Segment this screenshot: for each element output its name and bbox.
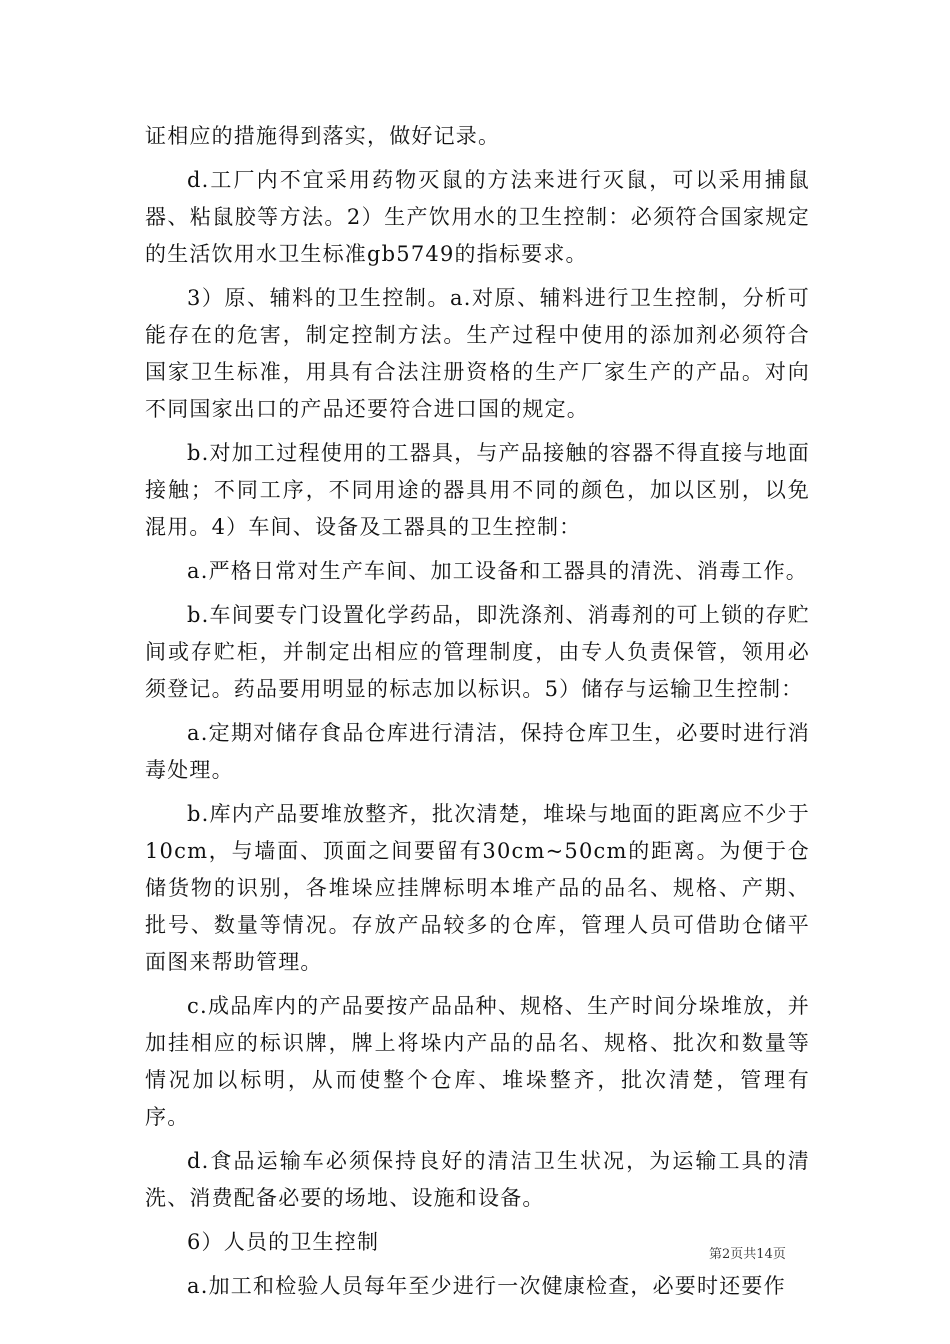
paragraph-health-check: a.加工和检验人员每年至少进行一次健康检查，必要时还要作: [187, 1274, 786, 1298]
paragraph-warehouse-cleaning: a.定期对储存食品仓库进行清洁，保持仓库卫生，必要时进行消毒处理。: [145, 721, 810, 782]
paragraph-chemicals: b.车间要专门设置化学药品，即洗涤剂、消毒剂的可上锁的存贮间或存贮柜，并制定出相应的管理制度，由专人负责保管，领用必须登记。药品要用明显的标志加以标识。5）储存与运输卫生控制：: [145, 603, 810, 701]
section-heading-personnel: 6）人员的卫生控制: [187, 1230, 380, 1254]
paragraph-rodent-control: d.工厂内不宜采用药物灭鼠的方法来进行灭鼠，可以采用捕鼠器、粘鼠胶等方法。2）生产饮用水的卫生控制：必须符合国家规定的生活饮用水卫生标准gb5749的指标要求。: [145, 168, 810, 266]
paragraph-cleaning: a.严格日常对生产车间、加工设备和工器具的清洗、消毒工作。: [187, 559, 808, 583]
paragraph-finished-goods: c.成品库内的产品要按产品品种、规格、生产时间分垛堆放，并加挂相应的标识牌，牌上将垛内产品的品名、规格、批次和数量等情况加以标明，从而使整个仓库、堆垛整齐，批次清楚，管理有序。: [145, 994, 810, 1129]
paragraph-continuation: 证相应的措施得到落实，做好记录。: [145, 124, 501, 148]
paragraph-raw-materials: 3）原、辅料的卫生控制。a.对原、辅料进行卫生控制，分析可能存在的危害，制定控制方法。生产过程中使用的添加剂必须符合国家卫生标准，用具有合法注册资格的生产厂家生产的产品。对向不同国家出口的产品还要符合进口国的规定。: [145, 286, 810, 421]
paragraph-stacking: b.库内产品要堆放整齐，批次清楚，堆垛与地面的距离应不少于10cm，与墙面、顶面之间要留有30cm~50cm的距离。为便于仓储货物的识别，各堆垛应挂牌标明本堆产品的品名、规格、产期、批号、数量等情况。存放产品较多的仓库，管理人员可借助仓储平面图来帮助管理。: [145, 802, 810, 974]
paragraph-transport: d.食品运输车必须保持良好的清洁卫生状况，为运输工具的清洗、消费配备必要的场地、设施和设备。: [145, 1149, 810, 1210]
paragraph-tools-contact: b.对加工过程使用的工器具，与产品接触的容器不得直接与地面接触；不同工序，不同用途的器具用不同的颜色，加以区别，以免混用。4）车间、设备及工器具的卫生控制：: [145, 441, 810, 539]
page-number-footer: 第2页共14页: [709, 1247, 786, 1262]
document-body: [145, 118, 810, 1312]
